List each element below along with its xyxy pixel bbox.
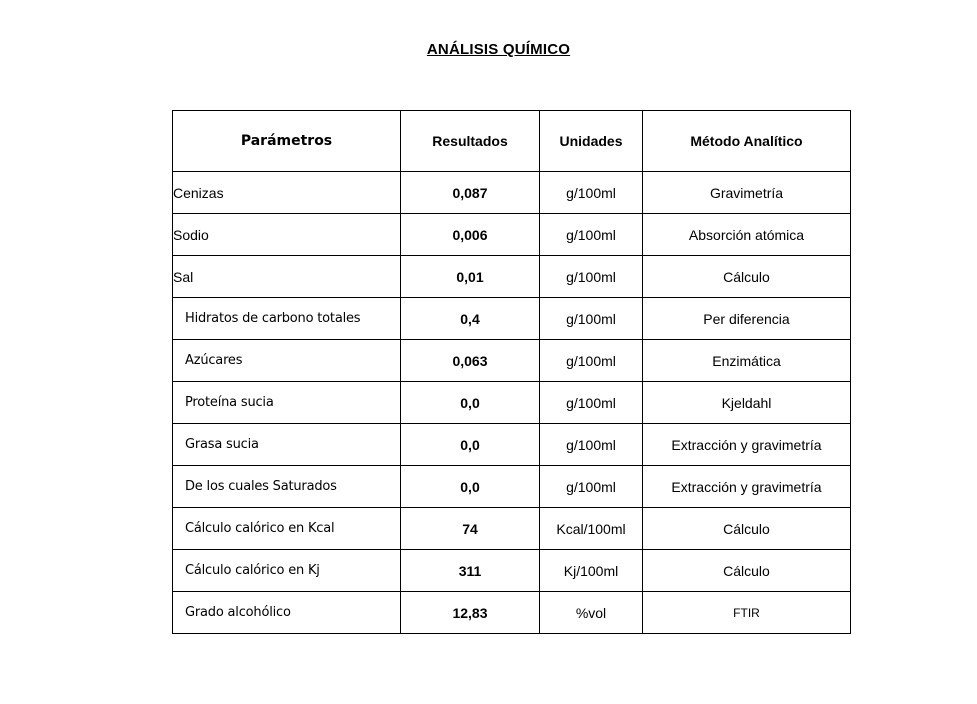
table-row [173, 466, 851, 508]
param-cell: Proteína sucia [173, 382, 401, 424]
param-cell: Sal [173, 256, 401, 298]
result-cell: 0,087 [401, 172, 540, 214]
unit-cell: %vol [540, 592, 643, 634]
result-cell: 0,01 [401, 256, 540, 298]
result-cell: 0,0 [401, 466, 540, 508]
method-cell: Gravimetría [643, 172, 851, 214]
unit-cell: g/100ml [540, 382, 643, 424]
analysis-table [172, 110, 851, 634]
param-cell: Hidratos de carbono totales [173, 298, 401, 340]
table-row [173, 424, 851, 466]
table-row [173, 298, 851, 340]
param-cell: Cálculo calórico en Kj [173, 550, 401, 592]
result-cell: 311 [401, 550, 540, 592]
table-row [173, 172, 851, 214]
method-cell: Cálculo [643, 256, 851, 298]
result-cell: 12,83 [401, 592, 540, 634]
result-cell: 0,4 [401, 298, 540, 340]
result-cell: 0,006 [401, 214, 540, 256]
unit-cell: g/100ml [540, 214, 643, 256]
table-row [173, 382, 851, 424]
result-cell: 0,0 [401, 424, 540, 466]
method-cell: Cálculo [643, 508, 851, 550]
table-row [173, 508, 851, 550]
method-cell: FTIR [643, 592, 851, 634]
unit-cell: Kcal/100ml [540, 508, 643, 550]
unit-cell: g/100ml [540, 466, 643, 508]
result-cell: 74 [401, 508, 540, 550]
header-parametros: Parámetros [173, 111, 401, 172]
unit-cell: g/100ml [540, 298, 643, 340]
unit-cell: g/100ml [540, 256, 643, 298]
method-cell: Per diferencia [643, 298, 851, 340]
table-header-row [173, 111, 851, 172]
method-cell: Extracción y gravimetría [643, 466, 851, 508]
param-cell: Grasa sucia [173, 424, 401, 466]
header-unidades: Unidades [540, 111, 643, 172]
method-cell: Cálculo [643, 550, 851, 592]
method-cell: Kjeldahl [643, 382, 851, 424]
unit-cell: Kj/100ml [540, 550, 643, 592]
table-row [173, 592, 851, 634]
document-title: ANÁLISIS QUÍMICO [426, 41, 571, 58]
unit-cell: g/100ml [540, 172, 643, 214]
param-cell: De los cuales Saturados [173, 466, 401, 508]
param-cell: Azúcares [173, 340, 401, 382]
param-cell: Cenizas [173, 172, 401, 214]
method-cell: Enzimática [643, 340, 851, 382]
result-cell: 0,063 [401, 340, 540, 382]
table-row [173, 550, 851, 592]
header-resultados: Resultados [401, 111, 540, 172]
param-cell: Sodio [173, 214, 401, 256]
unit-cell: g/100ml [540, 340, 643, 382]
result-cell: 0,0 [401, 382, 540, 424]
method-cell: Extracción y gravimetría [643, 424, 851, 466]
method-cell: Absorción atómica [643, 214, 851, 256]
header-metodo-analitico: Método Analítico [643, 111, 851, 172]
table-row [173, 256, 851, 298]
param-cell: Cálculo calórico en Kcal [173, 508, 401, 550]
unit-cell: g/100ml [540, 424, 643, 466]
table-row [173, 214, 851, 256]
param-cell: Grado alcohólico [173, 592, 401, 634]
table-row [173, 340, 851, 382]
